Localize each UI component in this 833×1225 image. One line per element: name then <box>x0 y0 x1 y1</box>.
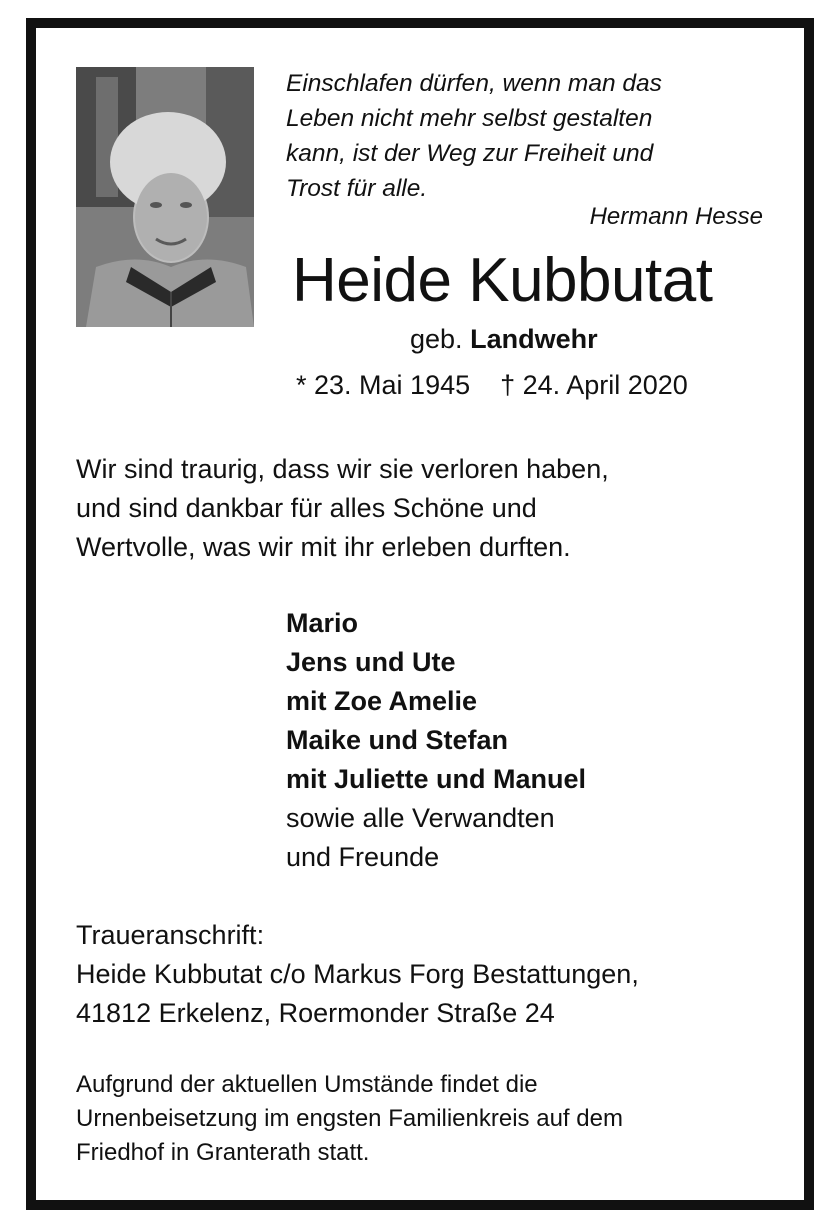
death-date: † 24. April 2020 <box>500 370 688 400</box>
portrait-photo-icon <box>76 67 254 327</box>
mourner-line: sowie alle Verwandten <box>286 803 555 833</box>
mourner-line: Mario <box>286 608 359 638</box>
deceased-name: Heide Kubbutat <box>292 246 713 315</box>
statement-line: Wertvolle, was wir mit ihr erleben durften. <box>76 532 571 562</box>
mourner-line: und Freunde <box>286 842 440 872</box>
quote-line: Einschlafen dürfen, wenn man das <box>286 70 662 97</box>
birth-date: * 23. Mai 1945 <box>296 370 471 400</box>
mourner-line: mit Juliette und Manuel <box>286 764 587 794</box>
statement-line: Wir sind traurig, dass wir sie verloren haben, <box>76 454 609 484</box>
mourning-statement <box>76 450 766 567</box>
mourner-line: Jens und Ute <box>286 647 456 677</box>
mourner-line: mit Zoe Amelie <box>286 686 478 716</box>
address-heading: Traueranschrift: <box>76 920 265 950</box>
epigraph-quote <box>286 66 756 206</box>
quote-author: Hermann Hesse <box>589 203 763 230</box>
address-line: 41812 Erkelenz, Roermonder Straße 24 <box>76 998 555 1028</box>
mourner-line: Maike und Stefan <box>286 725 509 755</box>
birth-name <box>410 324 598 355</box>
quote-line: Leben nicht mehr selbst gestalten <box>286 105 653 132</box>
burial-notice <box>76 1068 623 1170</box>
notice-line: Friedhof in Granterath statt. <box>76 1139 370 1166</box>
mourners-list <box>286 604 586 877</box>
quote-line: Trost für alle. <box>286 175 428 202</box>
quote-line: kann, ist der Weg zur Freiheit und <box>286 140 654 167</box>
life-dates <box>296 370 688 401</box>
notice-line: Urnenbeisetzung im engsten Familienkreis auf dem <box>76 1105 623 1132</box>
condolence-address <box>76 916 639 1033</box>
address-line: Heide Kubbutat c/o Markus Forg Bestattungen, <box>76 959 639 989</box>
statement-line: und sind dankbar für alles Schöne und <box>76 493 537 523</box>
birth-name-value: Landwehr <box>470 324 598 354</box>
notice-line: Aufgrund der aktuellen Umstände findet die <box>76 1071 538 1098</box>
portrait-photo <box>76 67 254 327</box>
birth-name-prefix: geb. <box>410 324 463 354</box>
